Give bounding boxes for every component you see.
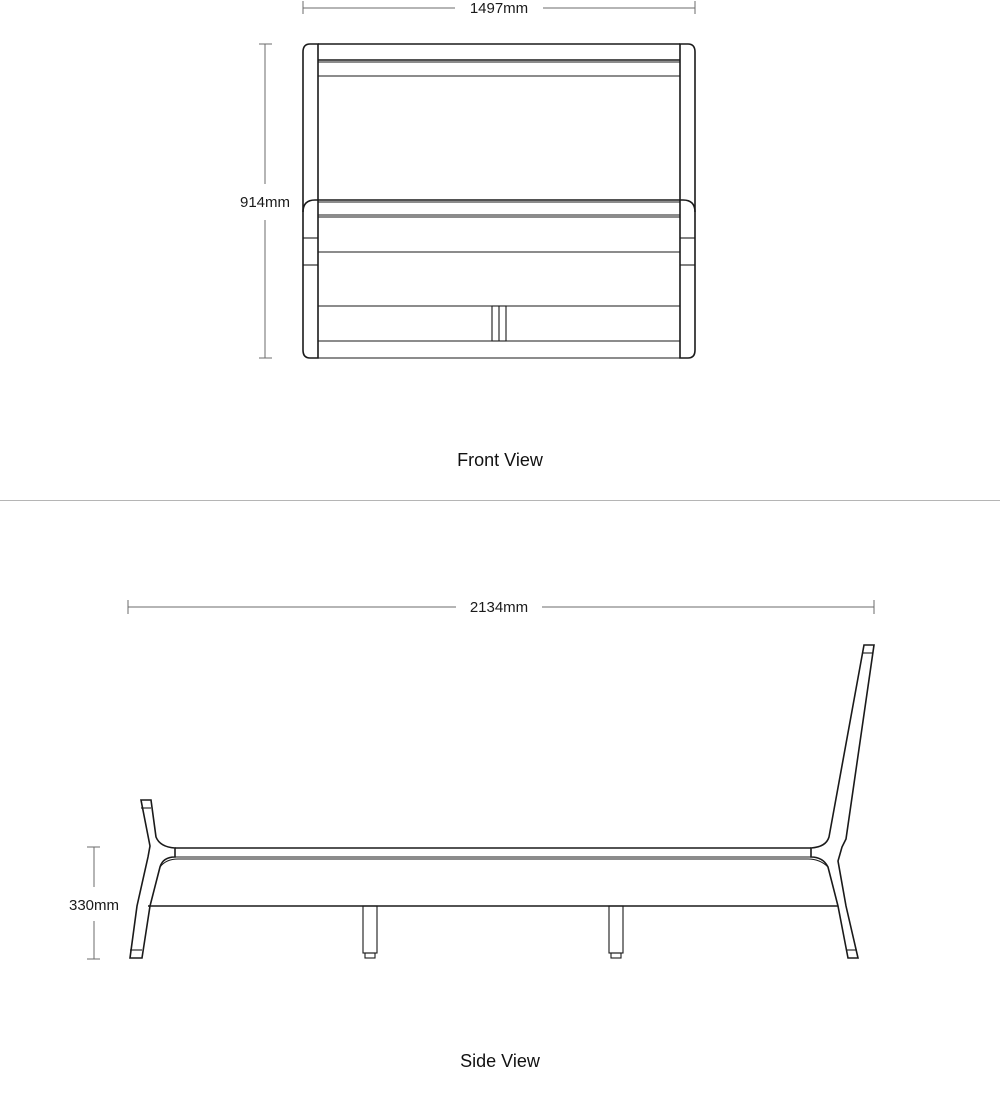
side-view-drawing bbox=[0, 501, 1000, 1103]
front-width-label: 1497mm bbox=[469, 0, 529, 17]
front-height-label: 914mm bbox=[239, 194, 291, 211]
front-view-caption: Front View bbox=[457, 450, 543, 470]
side-height-dimension bbox=[69, 847, 119, 959]
front-view-drawing bbox=[0, 0, 1000, 500]
side-length-dimension bbox=[128, 599, 874, 616]
front-height-dimension bbox=[240, 44, 290, 358]
side-length-label: 2134mm bbox=[469, 599, 529, 616]
side-height-label: 330mm bbox=[68, 897, 120, 914]
front-bed-frame bbox=[303, 44, 695, 358]
side-view-panel bbox=[0, 501, 1000, 1103]
front-width-dimension bbox=[303, 0, 695, 17]
front-view-panel bbox=[0, 0, 1000, 500]
side-view-caption: Side View bbox=[460, 1051, 540, 1071]
side-bed-frame bbox=[130, 645, 874, 958]
